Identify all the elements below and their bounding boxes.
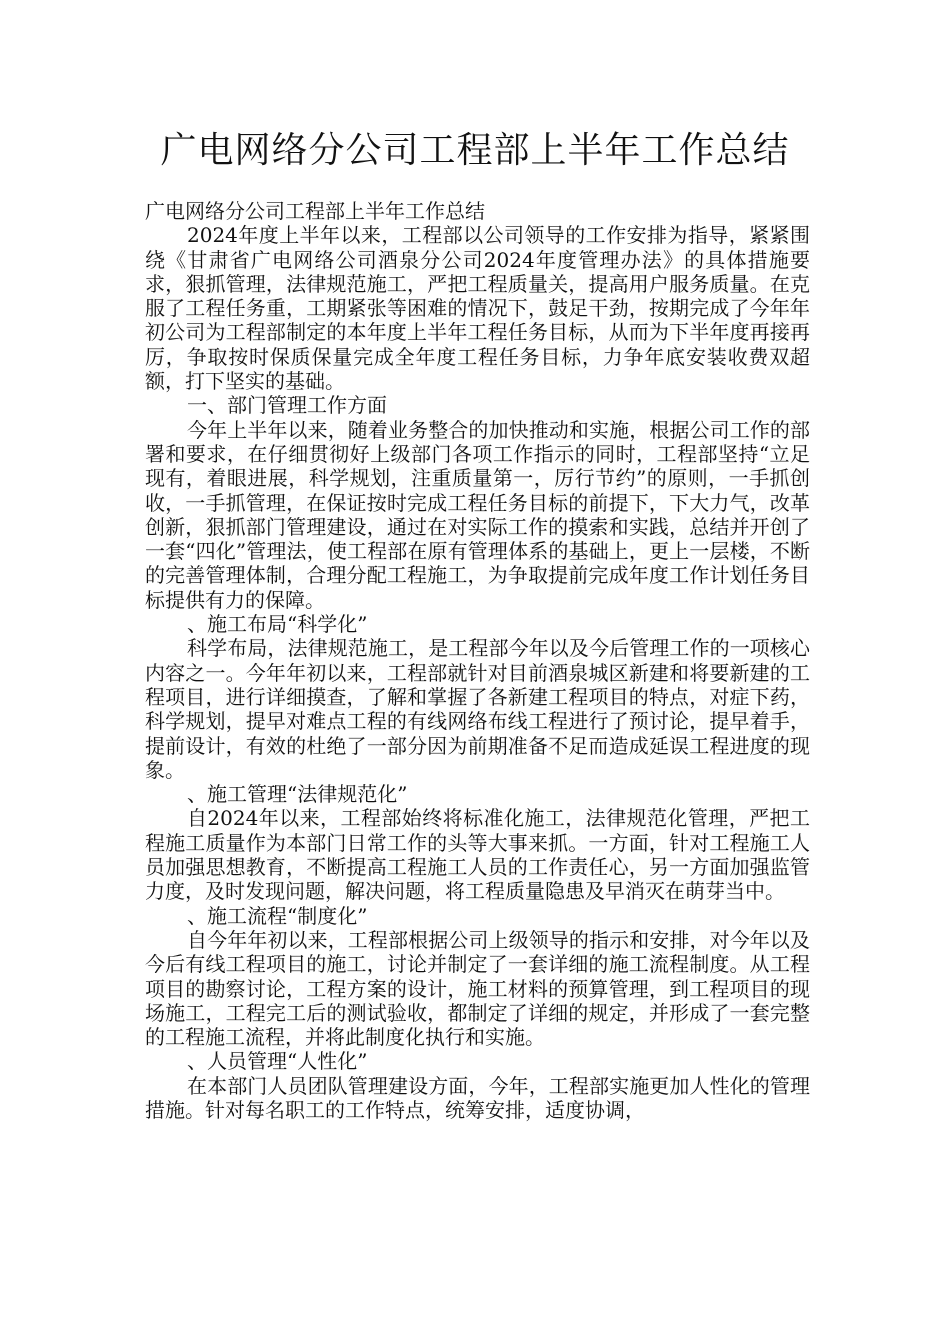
paragraph-personnel: 在本部门人员团队管理建设方面，今年，工程部实施更加人性化的管理措施。针对每名职工的工作特点，统筹安排，适度协调，	[145, 1073, 810, 1122]
paragraph-intro: 2024年度上半年以来，工程部以公司领导的工作安排为指导，紧紧围绕《甘肃省广电网络公司酒泉分公司2024年度管理办法》的具体措施要求，狠抓管理，法律规范施工，严把工程质量关，提高用户服务质量。在克服了工程任务重，工期紧张等困难的情况下，鼓足干劲，按期完成了今年年初公司为工程部制定的本年度上半年工程任务目标，从而为下半年度再接再厉，争取按时保质保量完成全年度工程任务目标，力争年底安装收费双超额，打下坚实的基础。	[145, 223, 810, 394]
document-title: 广电网络分公司工程部上半年工作总结	[160, 130, 790, 171]
subheading-process: 、施工流程“制度化”	[187, 903, 368, 928]
paragraph-management: 今年上半年以来，随着业务整合的加快推动和实施，根据公司工作的部署和要求，在仔细贯彻好上级部门各项工作指示的同时，工程部坚持“立足现有，着眼进展，科学规划，注重质量第一，厉行节约”的原则，一手抓创收，一手抓管理，在保证按时完成工程任务目标的前提下，下大力气，改革创新，狠抓部门管理建设，通过在对实际工作的摸索和实践，总结并开创了一套“四化”管理法，使工程部在原有管理体系的基础上，更上一层楼，不断的完善管理体制，合理分配工程施工，为争取提前完成年度工作计划任务目标提供有力的保障。	[145, 417, 810, 612]
subheading-construction-management: 、施工管理“法律规范化”	[187, 782, 408, 807]
document-body	[145, 199, 810, 1122]
subheading-layout: 、施工布局“科学化”	[187, 612, 368, 637]
paragraph-layout: 科学布局，法律规范施工，是工程部今年以及今后管理工作的一项核心内容之一。今年年初以来，工程部就针对目前酒泉城区新建和将要新建的工程项目，进行详细摸查，了解和掌握了各新建工程项目的特点，对症下药，科学规划，提早对难点工程的有线网络布线工程进行了预讨论，提早着手，提前设计，有效的杜绝了一部分因为前期准备不足而造成延误工程进度的现象。	[145, 636, 810, 782]
subheading-personnel: 、人员管理“人性化”	[187, 1049, 368, 1074]
paragraph-process: 自今年年初以来，工程部根据公司上级领导的指示和安排，对今年以及今后有线工程项目的施工，讨论并制定了一套详细的施工流程制度。从工程项目的勘察讨论，工程方案的设计，施工材料的预算管理，到工程项目的现场施工，工程完工后的测试验收，都制定了详细的规定，并形成了一套完整的工程施工流程，并将此制度化执行和实施。	[145, 927, 810, 1050]
section-heading-management: 一、部门管理工作方面	[187, 393, 387, 418]
document-subtitle: 广电网络分公司工程部上半年工作总结	[145, 199, 485, 223]
paragraph-construction-management: 自2024年以来，工程部始终将标准化施工，法律规范化管理，严把工程施工质量作为本部门日常工作的头等大事来抓。一方面，针对工程施工人员加强思想教育，不断提高工程施工人员的工作责任心，另一方面加强监管力度，及时发现问题，解决问题，将工程质量隐患及早消灭在萌芽当中。	[145, 806, 810, 904]
